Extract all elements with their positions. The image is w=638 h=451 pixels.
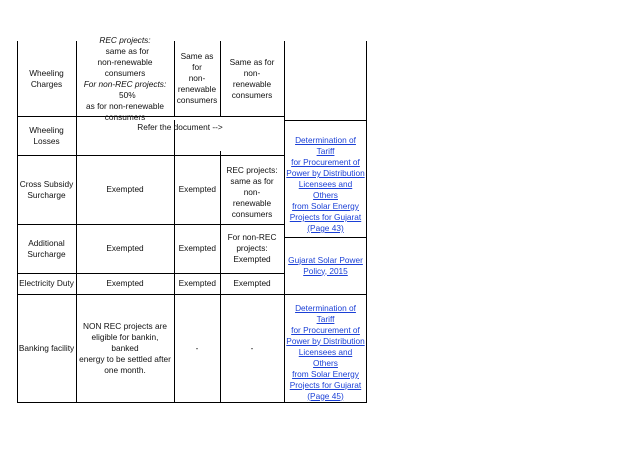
label-line: Electricity Duty <box>19 278 74 288</box>
text-line: Exempted <box>233 278 271 288</box>
text-line: non- <box>188 73 206 83</box>
rec-prefix: REC projects: <box>99 34 151 45</box>
link-line[interactable]: Licensees and Others <box>298 179 353 200</box>
label-line: Surcharge <box>27 189 66 200</box>
row-label-cross-subsidy <box>17 155 76 224</box>
text-line: consumers <box>231 89 273 100</box>
text-line: For non-REC <box>227 232 277 242</box>
text-line: renewable <box>177 84 217 94</box>
link-line[interactable]: Projects for Gujarat <box>289 379 362 390</box>
additional-surcharge-col1 <box>76 224 174 273</box>
text-line: as for non-renewable <box>86 100 164 111</box>
cross-subsidy-col2 <box>174 155 220 224</box>
solar-policy-link[interactable] <box>284 237 367 294</box>
wheeling-charges-col2 <box>174 41 220 116</box>
rec-rest: same as for <box>101 45 149 56</box>
text-line: projects: <box>236 243 268 253</box>
text-line: Exempted <box>233 254 271 264</box>
label-line: Banking facility <box>18 342 75 353</box>
text-line: REC projects: <box>226 165 278 175</box>
link-line[interactable]: for Procurement of <box>291 324 360 335</box>
label-line: Wheeling <box>29 124 64 135</box>
grid-line <box>284 120 367 121</box>
link-line[interactable]: (Page 45) <box>307 390 344 401</box>
grid-line <box>17 402 367 403</box>
row-label-banking <box>17 294 76 402</box>
label-line: Charges <box>30 78 63 89</box>
electricity-duty-col1 <box>76 273 174 294</box>
text-line: renewable <box>232 78 272 89</box>
text-line: Exempted <box>106 278 144 288</box>
link-line[interactable]: (Page 43) <box>307 223 344 233</box>
banking-col2 <box>174 294 220 402</box>
text-line: one month. <box>104 364 146 375</box>
electricity-duty-col3 <box>220 273 284 294</box>
text-line: Same as for <box>180 51 214 72</box>
policy-table <box>17 34 367 403</box>
text-line: non-renewable consumers <box>97 56 153 78</box>
text-line: Exempted <box>106 243 144 253</box>
text-line: renewable <box>232 198 272 208</box>
link-line[interactable]: Projects for Gujarat <box>289 212 362 222</box>
text-line: same as for non- <box>230 176 274 197</box>
text-line: consumers <box>176 95 218 105</box>
link-line[interactable]: from Solar Energy <box>292 201 359 211</box>
tariff-order-link-page-45[interactable] <box>284 294 367 402</box>
additional-surcharge-col2 <box>174 224 220 273</box>
text-line: eligible for bankin, banked <box>91 331 159 353</box>
wheeling-charges-col3 <box>220 41 284 116</box>
banking-col1 <box>76 294 174 402</box>
label-line: Additional <box>28 237 65 248</box>
wheeling-charges-rec-state <box>76 34 174 122</box>
additional-surcharge-col3 <box>220 224 284 273</box>
text-line <box>78 79 172 101</box>
tariff-order-link-page-43[interactable] <box>284 135 367 233</box>
link-line[interactable]: Licensees and Others <box>298 346 353 368</box>
label-line: Wheeling <box>29 67 64 78</box>
row-label-electricity-duty <box>17 273 76 294</box>
text-line: Exempted <box>106 184 144 194</box>
text-line: Exempted <box>178 243 216 253</box>
label-line: Surcharge <box>27 248 66 259</box>
link-line[interactable]: Determination of Tariff <box>295 135 356 156</box>
label-line: Losses <box>33 135 60 146</box>
text-line: energy to be settled after <box>79 353 171 364</box>
cross-subsidy-col3 <box>220 155 284 224</box>
link-line[interactable]: for Procurement of <box>291 157 360 167</box>
banking-col3 <box>220 294 284 402</box>
text-line: Exempted <box>178 184 216 194</box>
row-label-wheeling-losses <box>17 116 76 155</box>
text-line <box>78 35 172 57</box>
cross-subsidy-col1 <box>76 155 174 224</box>
wheeling-losses-refer-note <box>76 116 284 138</box>
link-line[interactable]: Policy, 2015 <box>303 265 348 276</box>
text-line: Same as for non- <box>229 56 275 78</box>
text-line: - <box>250 342 254 353</box>
link-line[interactable]: Power by Distribution <box>286 168 365 178</box>
text-line: consumers <box>231 209 273 219</box>
electricity-duty-col2 <box>174 273 220 294</box>
link-line[interactable]: Determination of Tariff <box>295 302 356 324</box>
text-line: Refer the document --> <box>137 121 223 132</box>
text-line: - <box>195 342 199 353</box>
link-line[interactable]: from Solar Energy <box>292 368 359 379</box>
nonrec-rest: 50% <box>114 89 136 100</box>
link-line[interactable]: Gujarat Solar Power <box>288 254 363 265</box>
text-line: NON REC projects are <box>83 320 167 331</box>
link-line[interactable]: Power by Distribution <box>286 335 365 346</box>
row-label-additional-surcharge <box>17 224 76 273</box>
text-line: Exempted <box>178 278 216 288</box>
label-line: Cross Subsidy <box>19 178 74 189</box>
row-label-wheeling-charges <box>17 41 76 116</box>
text-line: consumers <box>104 111 146 122</box>
nonrec-prefix: For non-REC projects: <box>83 78 167 89</box>
